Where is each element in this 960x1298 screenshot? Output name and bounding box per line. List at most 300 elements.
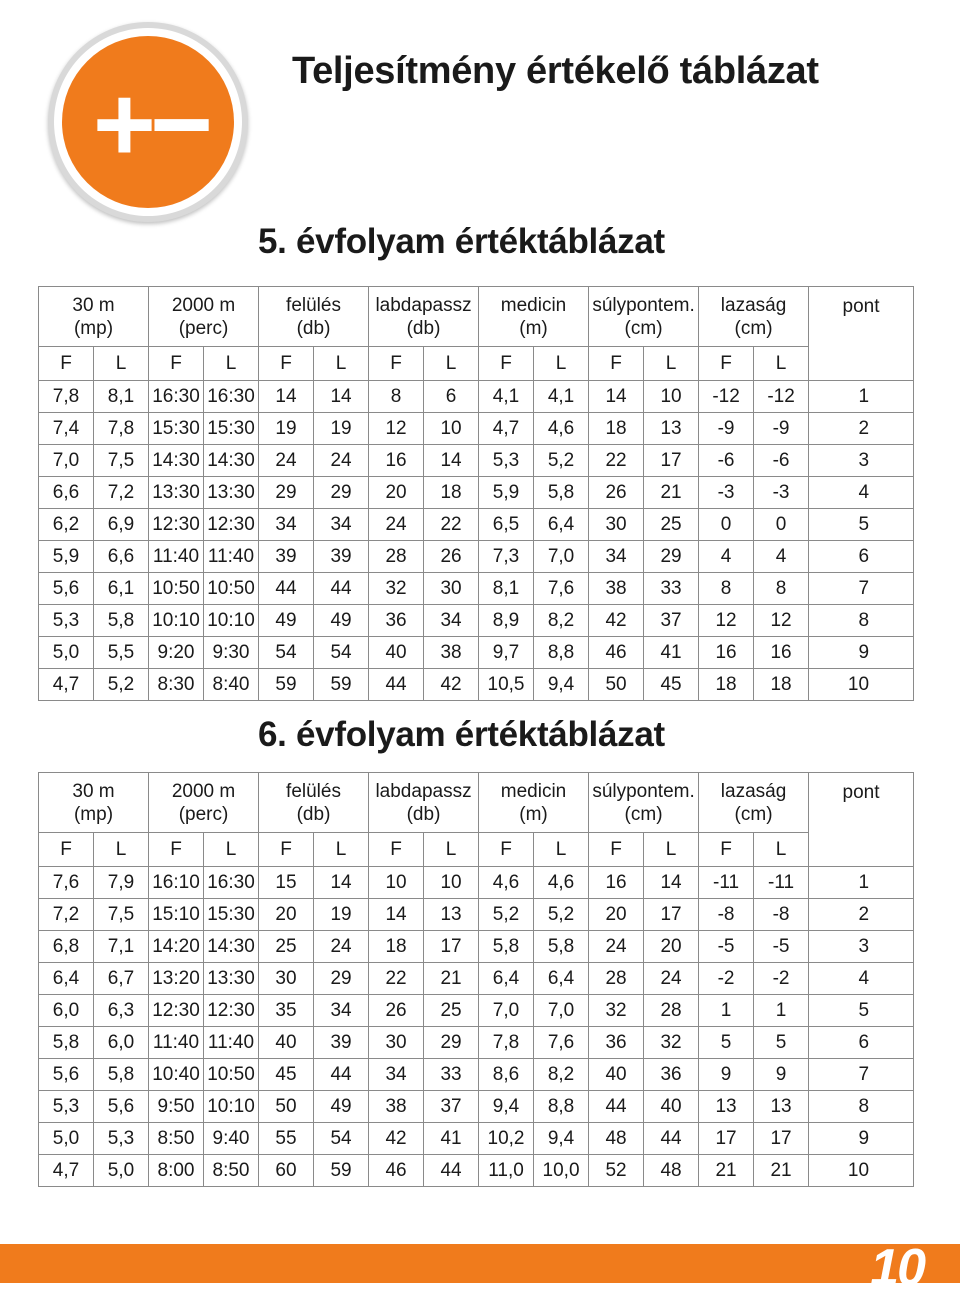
table-cell: -9 [699, 413, 754, 445]
table-cell: 12:30 [149, 995, 204, 1027]
table-cell: 0 [754, 509, 809, 541]
table-cell: 7,0 [534, 541, 589, 573]
table-row [39, 1027, 914, 1059]
table-cell: 6,6 [94, 541, 149, 573]
table-cell: 7,2 [39, 899, 94, 931]
points-cell: 4 [809, 963, 914, 995]
table-cell: 4,7 [479, 413, 534, 445]
column-unit: (db) [296, 803, 331, 825]
table-cell: 9,4 [534, 1123, 589, 1155]
table-cell: 44 [644, 1123, 699, 1155]
table-cell: 38 [369, 1091, 424, 1123]
table-cell: -6 [754, 445, 809, 477]
header-row [39, 773, 914, 833]
column-unit: (perc) [178, 317, 229, 339]
table-cell: 7,4 [39, 413, 94, 445]
table-cell: 5,6 [39, 573, 94, 605]
table-cell: 21 [644, 477, 699, 509]
column-header [479, 287, 589, 347]
table-cell: 5,3 [479, 445, 534, 477]
table-cell: 7,9 [94, 867, 149, 899]
table-cell: 9:50 [149, 1091, 204, 1123]
table-cell: 14 [369, 899, 424, 931]
table-cell: 50 [589, 669, 644, 701]
table-cell: 13:30 [204, 963, 259, 995]
table-cell: 7,5 [94, 899, 149, 931]
table-cell: 13:20 [149, 963, 204, 995]
table-cell: 35 [259, 995, 314, 1027]
table-row [39, 899, 914, 931]
table-cell: 8,2 [534, 1059, 589, 1091]
table-cell: 6,4 [534, 963, 589, 995]
table-cell: 9:20 [149, 637, 204, 669]
column-unit: (db) [406, 317, 441, 339]
table-cell: 13 [644, 413, 699, 445]
table-cell: 6,4 [534, 509, 589, 541]
table-cell: 30 [424, 573, 479, 605]
table-cell: 8 [369, 381, 424, 413]
table-cell: 45 [644, 669, 699, 701]
table-cell: 7,6 [39, 867, 94, 899]
table-cell: 9 [699, 1059, 754, 1091]
table-cell: 20 [589, 899, 644, 931]
table-cell: 5 [754, 1027, 809, 1059]
table-cell: 13 [754, 1091, 809, 1123]
gender-label: L [754, 347, 809, 381]
table-cell: 13 [424, 899, 479, 931]
table-cell: 42 [424, 669, 479, 701]
table-cell: 5,9 [479, 477, 534, 509]
points-cell: 7 [809, 1059, 914, 1091]
gender-label: L [94, 347, 149, 381]
table-cell: 36 [369, 605, 424, 637]
table-cell: 28 [589, 963, 644, 995]
table-cell: 9,7 [479, 637, 534, 669]
table-cell: 8,6 [479, 1059, 534, 1091]
table-cell: 38 [589, 573, 644, 605]
table-cell: -11 [699, 867, 754, 899]
table-cell: 49 [314, 1091, 369, 1123]
gender-label: F [149, 833, 204, 867]
table-row [39, 477, 914, 509]
gender-label: F [259, 347, 314, 381]
table-row [39, 1123, 914, 1155]
table-cell: -11 [754, 867, 809, 899]
table-cell: 7,6 [534, 573, 589, 605]
table-cell: 30 [259, 963, 314, 995]
table-cell: 52 [589, 1155, 644, 1187]
table-cell: 15:30 [204, 413, 259, 445]
plus-minus-logo [48, 22, 248, 222]
table-cell: 10:40 [149, 1059, 204, 1091]
table-cell: 44 [424, 1155, 479, 1187]
table-cell: 17 [424, 931, 479, 963]
points-cell: 10 [809, 1155, 914, 1187]
gender-label: L [534, 347, 589, 381]
table-cell: 36 [589, 1027, 644, 1059]
column-name: medicin [500, 294, 567, 316]
grade-5-table [38, 286, 914, 701]
table-cell: 0 [699, 509, 754, 541]
table-cell: -8 [699, 899, 754, 931]
table-cell: 49 [314, 605, 369, 637]
table-cell: 34 [424, 605, 479, 637]
table-cell: 26 [589, 477, 644, 509]
column-header [699, 287, 809, 347]
column-name: lazaság [720, 780, 787, 802]
table-cell: 14 [589, 381, 644, 413]
table-cell: 11:40 [149, 541, 204, 573]
table-cell: 16:30 [204, 867, 259, 899]
table-cell: 21 [754, 1155, 809, 1187]
table-cell: 44 [314, 1059, 369, 1091]
table-cell: -3 [699, 477, 754, 509]
table-cell: 4,7 [39, 669, 94, 701]
table-cell: 29 [259, 477, 314, 509]
table-cell: 8:50 [149, 1123, 204, 1155]
table-cell: 10 [644, 381, 699, 413]
table-cell: 6,9 [94, 509, 149, 541]
table-cell: -2 [754, 963, 809, 995]
column-name: súlypontem. [592, 294, 695, 316]
table-row [39, 445, 914, 477]
table-row [39, 637, 914, 669]
points-cell: 1 [809, 381, 914, 413]
table-cell: 5,6 [94, 1091, 149, 1123]
table-cell: 11:40 [149, 1027, 204, 1059]
table-row [39, 867, 914, 899]
table-cell: 7,3 [479, 541, 534, 573]
table-cell: 7,5 [94, 445, 149, 477]
points-cell: 8 [809, 605, 914, 637]
table-cell: 12:30 [204, 995, 259, 1027]
gender-label: L [754, 833, 809, 867]
table-cell: 16 [589, 867, 644, 899]
table-cell: 6,0 [39, 995, 94, 1027]
table-cell: 9 [754, 1059, 809, 1091]
table-cell: 19 [314, 899, 369, 931]
gender-label: F [699, 833, 754, 867]
table-cell: 17 [644, 899, 699, 931]
table-cell: 15:10 [149, 899, 204, 931]
table-cell: 10:10 [149, 605, 204, 637]
table-cell: 34 [259, 509, 314, 541]
points-cell: 4 [809, 477, 914, 509]
table-cell: 7,0 [39, 445, 94, 477]
table-cell: 14 [644, 867, 699, 899]
table-cell: 21 [699, 1155, 754, 1187]
gender-label: F [149, 347, 204, 381]
points-header: pont [809, 287, 914, 381]
table-cell: 6,5 [479, 509, 534, 541]
points-cell: 6 [809, 541, 914, 573]
gender-label: L [644, 347, 699, 381]
table-cell: 21 [424, 963, 479, 995]
table-cell: 40 [369, 637, 424, 669]
table-cell: 4 [699, 541, 754, 573]
points-header: pont [809, 773, 914, 867]
table-cell: 29 [314, 477, 369, 509]
table-cell: 39 [314, 1027, 369, 1059]
table-cell: 44 [314, 573, 369, 605]
column-unit: (db) [406, 803, 441, 825]
table-cell: 10:10 [204, 605, 259, 637]
table-cell: 22 [589, 445, 644, 477]
table-cell: 18 [754, 669, 809, 701]
table-cell: 34 [314, 995, 369, 1027]
table-cell: 7,0 [534, 995, 589, 1027]
column-header [589, 773, 699, 833]
points-cell: 2 [809, 413, 914, 445]
table-cell: 59 [314, 669, 369, 701]
column-header [39, 773, 149, 833]
table-cell: 7,1 [94, 931, 149, 963]
gender-label: F [479, 347, 534, 381]
table-cell: 8,2 [534, 605, 589, 637]
table-cell: 5,8 [94, 1059, 149, 1091]
table-cell: 55 [259, 1123, 314, 1155]
table-cell: 16:10 [149, 867, 204, 899]
column-name: labdapassz [375, 780, 472, 802]
table-cell: 17 [644, 445, 699, 477]
column-name: 2000 m [171, 294, 236, 316]
table-cell: 5,9 [39, 541, 94, 573]
table-cell: 41 [644, 637, 699, 669]
table-cell: 6 [424, 381, 479, 413]
table-cell: 37 [644, 605, 699, 637]
table-cell: 12 [754, 605, 809, 637]
table-cell: 4,1 [479, 381, 534, 413]
table-cell: 15:30 [204, 899, 259, 931]
table-cell: 48 [644, 1155, 699, 1187]
table-cell: 10 [424, 413, 479, 445]
table-cell: 24 [644, 963, 699, 995]
gender-label: F [479, 833, 534, 867]
gender-label: L [94, 833, 149, 867]
table-cell: 4,7 [39, 1155, 94, 1187]
column-name: felülés [286, 294, 341, 316]
column-header [259, 773, 369, 833]
gender-label: F [259, 833, 314, 867]
table-cell: 22 [369, 963, 424, 995]
column-header [259, 287, 369, 347]
gender-label: L [424, 347, 479, 381]
points-cell: 9 [809, 1123, 914, 1155]
plus-minus-icon: +− [92, 63, 208, 184]
table-cell: -12 [754, 381, 809, 413]
table-cell: -12 [699, 381, 754, 413]
table-cell: 18 [699, 669, 754, 701]
gender-label: L [644, 833, 699, 867]
gender-label: L [314, 833, 369, 867]
table-cell: 33 [644, 573, 699, 605]
table-cell: 12 [369, 413, 424, 445]
table-cell: 49 [259, 605, 314, 637]
table-cell: 36 [644, 1059, 699, 1091]
table-cell: 4 [754, 541, 809, 573]
footer-bar [0, 1244, 960, 1283]
table-cell: 5,2 [94, 669, 149, 701]
table-cell: 7,6 [534, 1027, 589, 1059]
page-number: 10 [870, 1239, 924, 1297]
table-cell: 29 [314, 963, 369, 995]
gender-row [39, 833, 914, 867]
table-cell: 13:30 [149, 477, 204, 509]
table-cell: 18 [424, 477, 479, 509]
column-header [699, 773, 809, 833]
column-name: 30 m [72, 294, 115, 316]
table-cell: 5 [699, 1027, 754, 1059]
table-cell: 9:30 [204, 637, 259, 669]
table-cell: 7,2 [94, 477, 149, 509]
table-cell: 34 [314, 509, 369, 541]
table-cell: 28 [369, 541, 424, 573]
gender-label: F [369, 833, 424, 867]
table-cell: 4,6 [479, 867, 534, 899]
table-cell: 16:30 [149, 381, 204, 413]
column-header [149, 287, 259, 347]
table-cell: 10,5 [479, 669, 534, 701]
table-cell: 6,2 [39, 509, 94, 541]
column-name: 2000 m [171, 780, 236, 802]
section-title-grade-5: 5. évfolyam értéktáblázat [258, 222, 665, 261]
table-cell: 14 [314, 867, 369, 899]
table-cell: 29 [644, 541, 699, 573]
table-cell: 5,0 [39, 637, 94, 669]
table-cell: 14:30 [204, 445, 259, 477]
table-cell: 17 [699, 1123, 754, 1155]
points-cell: 3 [809, 445, 914, 477]
table-cell: 5,8 [94, 605, 149, 637]
table-cell: 24 [259, 445, 314, 477]
table-cell: 5,6 [39, 1059, 94, 1091]
table-cell: 8 [754, 573, 809, 605]
table-cell: 14:20 [149, 931, 204, 963]
table-cell: 15 [259, 867, 314, 899]
table-row [39, 573, 914, 605]
column-header [589, 287, 699, 347]
table-row [39, 995, 914, 1027]
table-cell: 5,3 [39, 605, 94, 637]
table-cell: 6,6 [39, 477, 94, 509]
table-cell: 1 [754, 995, 809, 1027]
column-header [479, 773, 589, 833]
table-cell: 24 [314, 445, 369, 477]
table-cell: 45 [259, 1059, 314, 1091]
table-cell: 11:40 [204, 1027, 259, 1059]
table-cell: 6,8 [39, 931, 94, 963]
table-cell: 33 [424, 1059, 479, 1091]
column-unit: (m) [519, 803, 548, 825]
column-unit: (cm) [624, 317, 663, 339]
table-cell: 19 [259, 413, 314, 445]
table-cell: -5 [699, 931, 754, 963]
points-cell: 7 [809, 573, 914, 605]
points-cell: 5 [809, 995, 914, 1027]
table-cell: 46 [369, 1155, 424, 1187]
table-cell: 8,9 [479, 605, 534, 637]
table-cell: 32 [369, 573, 424, 605]
table-cell: 20 [259, 899, 314, 931]
table-cell: -3 [754, 477, 809, 509]
table-cell: 11,0 [479, 1155, 534, 1187]
table-cell: 14 [424, 445, 479, 477]
table-cell: 4,6 [534, 867, 589, 899]
table-cell: 12:30 [149, 509, 204, 541]
table-cell: 6,4 [479, 963, 534, 995]
table-cell: -9 [754, 413, 809, 445]
gender-label: L [204, 347, 259, 381]
column-unit: (db) [296, 317, 331, 339]
column-name: labdapassz [375, 294, 472, 316]
table-cell: 32 [589, 995, 644, 1027]
table-cell: 46 [589, 637, 644, 669]
table-cell: 5,3 [39, 1091, 94, 1123]
table-cell: 25 [644, 509, 699, 541]
table-cell: 8:30 [149, 669, 204, 701]
table-cell: 5,5 [94, 637, 149, 669]
points-cell: 3 [809, 931, 914, 963]
table-cell: 24 [314, 931, 369, 963]
table-cell: 18 [589, 413, 644, 445]
table-cell: 26 [369, 995, 424, 1027]
table-cell: 8 [699, 573, 754, 605]
column-name: súlypontem. [592, 780, 695, 802]
table-cell: 14 [259, 381, 314, 413]
table-cell: 10 [424, 867, 479, 899]
table-cell: 14 [314, 381, 369, 413]
table-row [39, 931, 914, 963]
table-row [39, 1059, 914, 1091]
table-cell: 20 [644, 931, 699, 963]
gender-label: L [204, 833, 259, 867]
table-cell: 6,7 [94, 963, 149, 995]
table-row [39, 669, 914, 701]
points-cell: 1 [809, 867, 914, 899]
table-cell: 6,0 [94, 1027, 149, 1059]
table-cell: 5,8 [534, 931, 589, 963]
gender-label: L [534, 833, 589, 867]
table-cell: 24 [369, 509, 424, 541]
gender-label: F [699, 347, 754, 381]
column-name: felülés [286, 780, 341, 802]
table-cell: 5,3 [94, 1123, 149, 1155]
table-cell: 42 [589, 605, 644, 637]
table-cell: 29 [424, 1027, 479, 1059]
table-cell: 14:30 [149, 445, 204, 477]
table-cell: 37 [424, 1091, 479, 1123]
table-cell: 54 [314, 1123, 369, 1155]
table-cell: 41 [424, 1123, 479, 1155]
column-unit: (cm) [734, 317, 773, 339]
points-cell: 5 [809, 509, 914, 541]
table-cell: 5,2 [534, 899, 589, 931]
gender-row [39, 347, 914, 381]
table-cell: 16 [369, 445, 424, 477]
table-cell: 39 [314, 541, 369, 573]
table-cell: 5,8 [479, 931, 534, 963]
gender-label: F [39, 347, 94, 381]
table-cell: 9:40 [204, 1123, 259, 1155]
table-cell: 16 [754, 637, 809, 669]
table-cell: 10:10 [204, 1091, 259, 1123]
table-cell: 22 [424, 509, 479, 541]
table-cell: 8,8 [534, 1091, 589, 1123]
table-row [39, 605, 914, 637]
table-cell: 6,1 [94, 573, 149, 605]
table-cell: 42 [369, 1123, 424, 1155]
table-cell: 11:40 [204, 541, 259, 573]
